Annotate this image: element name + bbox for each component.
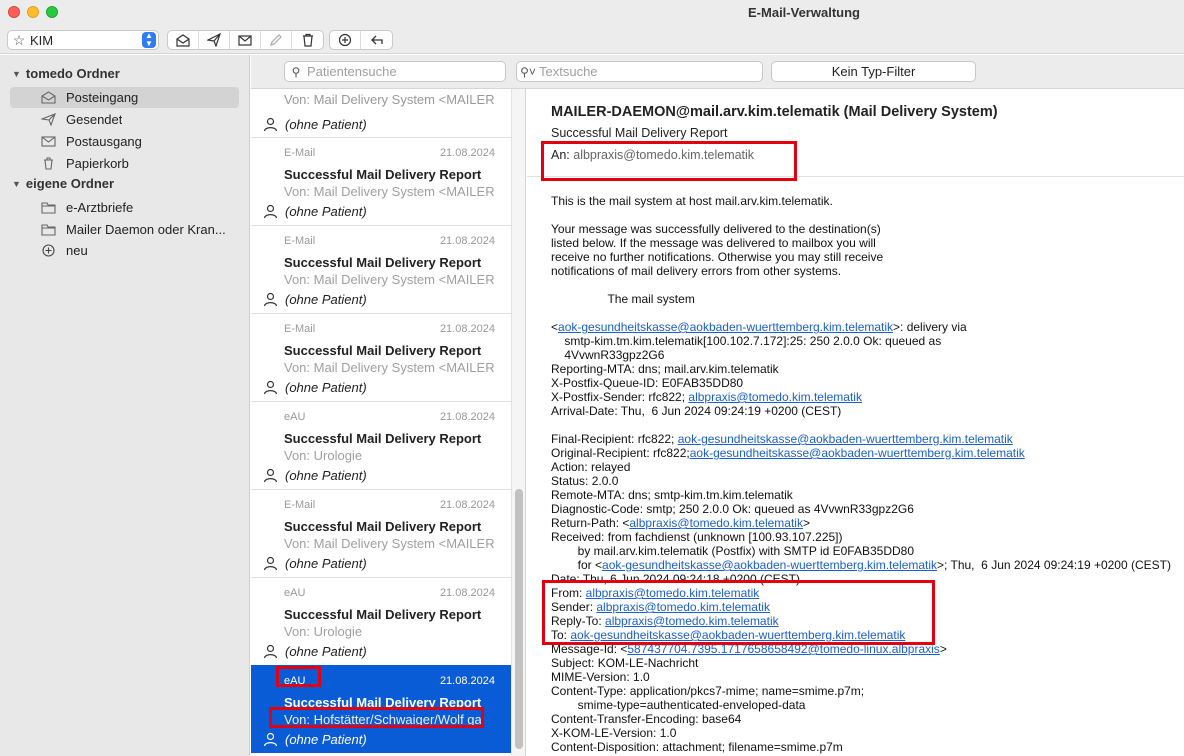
body-text: Your message was successfully delivered to the destination(s)	[551, 222, 881, 236]
inbox-icon	[40, 91, 56, 105]
patient-search-input[interactable]	[307, 64, 505, 79]
add-icon	[338, 33, 352, 47]
email-link[interactable]: aok-gesundheitskasse@aokbaden-wuerttemberg.kim.telematik	[689, 446, 1025, 460]
body-line	[551, 530, 1181, 544]
body-text: X-Postfix-Queue-ID: E0FAB35DD80	[551, 376, 744, 390]
body-line	[551, 712, 1181, 726]
email-link[interactable]: aok-gesundheitskasse@aokbaden-wuerttemberg.kim.telematik	[602, 558, 938, 572]
sidebar-item-label: neu	[66, 243, 88, 258]
body-line	[551, 222, 1181, 236]
recipient-address[interactable]: albpraxis@tomedo.kim.telematik	[573, 148, 755, 162]
mail-from: Von: Mail Delivery System <MAILER	[284, 536, 495, 551]
sidebar-item-label: Postausgang	[66, 134, 142, 149]
sidebar-item-posteingang[interactable]	[10, 87, 239, 108]
patient-label: (ohne Patient)	[285, 117, 367, 132]
delete-button[interactable]	[292, 31, 323, 49]
body-text: >: delivery via	[893, 320, 967, 334]
body-line	[551, 684, 1181, 698]
email-link[interactable]: 587437704.7395.1717658658492@tomedo-linux.albpraxis	[627, 642, 940, 656]
body-text: Received: from fachdienst (unknown [100.93.107.225])	[551, 530, 843, 544]
title-bar	[0, 0, 1184, 26]
body-text: Content-Transfer-Encoding: base64	[551, 712, 742, 726]
account-select[interactable]	[7, 30, 159, 50]
body-line	[551, 698, 1181, 712]
body-line	[551, 362, 1181, 376]
body-line	[551, 348, 1181, 362]
envelope-icon	[238, 33, 252, 47]
mail-subject: Successful Mail Delivery Report	[284, 431, 482, 446]
email-link[interactable]: albpraxis@tomedo.kim.telematik	[688, 390, 862, 404]
mail-category: eAU	[284, 675, 306, 687]
sidebar-item-mailer-daemon[interactable]	[10, 219, 239, 240]
mail-date: 21.08.2024	[439, 323, 495, 335]
person-icon	[263, 468, 278, 483]
body-line	[551, 278, 1181, 292]
body-line	[551, 208, 1181, 222]
body-line	[551, 600, 1181, 614]
body-text: Content-Type: application/pkcs7-mime; name=smime.p7m;	[551, 684, 865, 698]
body-line	[551, 250, 1181, 264]
person-icon	[263, 380, 278, 395]
body-text: Final-Recipient: rfc822;	[551, 432, 678, 446]
scrollbar-thumb[interactable]	[515, 489, 523, 749]
mail-from: Von: Mail Delivery System <MAILER	[284, 272, 495, 287]
patient-link[interactable]	[263, 117, 367, 132]
sidebar-item-postausgang[interactable]	[10, 131, 239, 152]
email-link[interactable]: albpraxis@tomedo.kim.telematik	[629, 516, 803, 530]
patient-label: (ohne Patient)	[285, 292, 367, 307]
body-line	[551, 390, 1181, 404]
patient-label: (ohne Patient)	[285, 556, 367, 571]
patient-label: (ohne Patient)	[285, 644, 367, 659]
body-text: Subject: KOM-LE-Nachricht	[551, 656, 699, 670]
patient-link[interactable]	[263, 468, 367, 483]
mail-category: eAU	[284, 587, 306, 599]
reply-button[interactable]	[361, 31, 392, 49]
folder-icon	[40, 201, 56, 215]
mail-date: 21.08.2024	[439, 675, 495, 687]
sidebar-group-tomedo[interactable]	[12, 66, 120, 81]
sidebar-item-label: e-Arztbriefe	[66, 200, 134, 215]
patient-link[interactable]	[263, 292, 367, 307]
body-line	[551, 628, 1181, 642]
mail-list-item[interactable]	[251, 489, 511, 577]
body-line	[551, 306, 1181, 320]
mail-list	[251, 89, 511, 756]
send-button[interactable]	[199, 31, 230, 49]
mail-actions-group	[167, 30, 324, 50]
body-text: >	[939, 642, 947, 656]
edit-button[interactable]	[261, 31, 292, 49]
header-divider	[527, 176, 1184, 177]
body-line	[551, 642, 1181, 656]
body-text: MIME-Version: 1.0	[551, 670, 650, 684]
body-text: Reporting-MTA: dns; mail.arv.kim.telematik	[551, 362, 779, 376]
body-line	[551, 334, 1181, 348]
star-icon: ☆	[12, 31, 26, 48]
sidebar-group-label: tomedo Ordner	[25, 66, 120, 81]
body-line	[551, 432, 1181, 446]
mail-category: eAU	[284, 411, 306, 423]
body-line	[551, 544, 1181, 558]
body-text: >; Thu, 6 Jun 2024 09:24:19 +0200 (CEST)	[937, 558, 1171, 572]
person-icon	[263, 644, 278, 659]
account-label: KIM	[30, 32, 54, 48]
body-text: smime-type=authenticated-enveloped-data	[551, 698, 806, 712]
mail-body	[551, 194, 1181, 754]
sidebar-item-papierkorb[interactable]	[10, 153, 239, 174]
filter-bar	[251, 55, 1184, 89]
add-circle-icon	[40, 244, 56, 258]
body-line	[551, 292, 1181, 306]
body-text: by mail.arv.kim.telematik (Postfix) with SMTP id E0FAB35DD80	[551, 544, 914, 558]
body-text: Diagnostic-Code: smtp; 250 2.0.0 Ok: queued as 4VvwnR33gpz2G6	[551, 502, 914, 516]
body-text: <	[551, 320, 559, 334]
person-icon	[263, 292, 278, 307]
email-link[interactable]: aok-gesundheitskasse@aokbaden-wuerttemberg.kim.telematik	[677, 432, 1013, 446]
body-text: smtp-kim.tm.kim.telematik[100.102.7.172]:25: 250 2.0.0 Ok: queued as	[551, 334, 942, 348]
email-link[interactable]: albpraxis@tomedo.kim.telematik	[596, 600, 770, 614]
body-text: Arrival-Date: Thu, 6 Jun 2024 09:24:19 +0200 (CEST)	[551, 404, 842, 418]
detail-subject: Successful Mail Delivery Report	[551, 126, 728, 140]
body-text: >	[802, 516, 810, 530]
body-line	[551, 558, 1181, 572]
mail-from: Von: Urologie	[284, 448, 363, 463]
sidebar-item-label: Mailer Daemon oder Kran...	[66, 222, 226, 237]
detail-recipient	[551, 148, 754, 162]
mail-subject: Successful Mail Delivery Report	[284, 343, 482, 358]
folder-icon	[40, 223, 56, 237]
body-text: X-KOM-LE-Version: 1.0	[551, 726, 677, 740]
mail-from: Von: Mail Delivery System <MAILER	[284, 184, 495, 199]
mail-from: Von: Hofstätter/Schwaiger/Wolf ga	[284, 712, 482, 727]
body-line	[551, 474, 1181, 488]
mail-open-button[interactable]	[168, 31, 199, 49]
type-filter-button[interactable]: Kein Typ-Filter	[771, 61, 976, 82]
recipient-label: An:	[551, 148, 570, 162]
email-link[interactable]: albpraxis@tomedo.kim.telematik	[585, 586, 760, 600]
body-text: receive no further notifications. Otherwise you may still receive	[551, 250, 884, 264]
body-line	[551, 586, 1181, 600]
email-link[interactable]: albpraxis@tomedo.kim.telematik	[605, 614, 779, 628]
patient-label: (ohne Patient)	[285, 380, 367, 395]
mail-category: E-Mail	[284, 235, 316, 247]
mail-date: 21.08.2024	[439, 147, 495, 159]
mail-subject: Successful Mail Delivery Report	[284, 695, 482, 710]
sidebar-group-label: eigene Ordner	[25, 176, 115, 191]
trash-icon	[301, 33, 315, 47]
person-icon	[263, 117, 278, 132]
mail-date: 21.08.2024	[439, 411, 495, 423]
mail-date: 21.08.2024	[439, 499, 495, 511]
body-line	[551, 614, 1181, 628]
body-text: for <	[551, 558, 603, 572]
trash-icon	[40, 157, 56, 171]
body-line	[551, 670, 1181, 684]
sidebar	[0, 55, 250, 756]
sidebar-item-neu[interactable]	[10, 240, 239, 261]
body-line	[551, 376, 1181, 390]
body-line	[551, 404, 1181, 418]
body-line	[551, 740, 1181, 754]
patient-link[interactable]	[263, 644, 367, 659]
patient-link[interactable]	[263, 380, 367, 395]
email-link[interactable]: aok-gesundheitskasse@aokbaden-wuerttemberg.kim.telematik	[570, 628, 906, 642]
mail-list-scrollbar[interactable]	[511, 89, 526, 756]
chevron-down-icon: ▼	[12, 68, 21, 79]
mail-subject: Successful Mail Delivery Report	[284, 519, 482, 534]
body-line	[551, 194, 1181, 208]
mail-from: Von: Urologie	[284, 624, 363, 639]
mail-detail	[527, 89, 1184, 756]
body-text: Original-Recipient: rfc822;	[551, 446, 690, 460]
patient-label: (ohne Patient)	[285, 468, 367, 483]
body-text: Sender:	[551, 600, 597, 614]
body-line	[551, 516, 1181, 530]
mail-list-item[interactable]	[251, 225, 511, 313]
add-button[interactable]	[330, 31, 361, 49]
sent-icon	[40, 113, 56, 127]
mail-category: E-Mail	[284, 147, 316, 159]
detail-sender: MAILER-DAEMON@mail.arv.kim.telematik (Mail Delivery System)	[551, 104, 998, 120]
body-text: This is the mail system at host mail.arv.kim.telematik.	[551, 194, 833, 208]
text-search[interactable]	[516, 61, 763, 82]
mail-subject: Successful Mail Delivery Report	[284, 167, 482, 182]
patient-label: (ohne Patient)	[285, 204, 367, 219]
body-text: Date: Thu, 6 Jun 2024 09:24:18 +0200 (CEST)	[551, 572, 800, 586]
toolbar	[0, 26, 1184, 54]
sidebar-item-label: Gesendet	[66, 112, 123, 127]
body-line	[551, 572, 1181, 586]
mail-from: Von: Mail Delivery System <MAILER	[284, 360, 495, 375]
mail-list-item[interactable]	[251, 401, 511, 489]
send-icon	[207, 33, 221, 47]
mail-list-item[interactable]	[251, 313, 511, 401]
mail-list-item[interactable]	[251, 577, 511, 665]
body-line	[551, 488, 1181, 502]
person-icon	[263, 556, 278, 571]
body-text: notifications of mail delivery errors from other systems.	[551, 264, 842, 278]
compose-button[interactable]	[230, 31, 261, 49]
sidebar-item-e-arztbriefe[interactable]	[10, 197, 239, 218]
edit-icon	[269, 33, 283, 47]
body-line	[551, 264, 1181, 278]
body-line	[551, 418, 1181, 432]
sidebar-item-label: Papierkorb	[66, 156, 129, 171]
search-icon: ⚲	[291, 64, 301, 79]
body-line	[551, 656, 1181, 670]
body-text: The mail system	[551, 292, 695, 306]
body-text: To:	[551, 628, 571, 642]
outbox-icon	[40, 135, 56, 149]
mail-list-item[interactable]	[251, 137, 511, 225]
patient-search[interactable]	[284, 61, 506, 82]
mail-from: Von: Mail Delivery System <MAILER	[284, 92, 495, 107]
body-text: Reply-To:	[551, 614, 606, 628]
edit-actions-group	[329, 30, 393, 50]
body-text: listed below. If the message was delivered to mailbox you will	[551, 236, 876, 250]
mail-open-icon	[176, 33, 190, 47]
person-icon	[263, 732, 278, 747]
body-line	[551, 502, 1181, 516]
mail-category: E-Mail	[284, 323, 316, 335]
body-text: From:	[551, 586, 586, 600]
patient-link[interactable]	[263, 732, 367, 747]
sidebar-group-eigene[interactable]	[12, 176, 114, 191]
body-text: Status: 2.0.0	[551, 474, 619, 488]
body-line	[551, 236, 1181, 250]
sidebar-item-label: Posteingang	[66, 90, 139, 105]
body-text: Return-Path: <	[551, 516, 630, 530]
body-text: Message-Id: <	[551, 642, 628, 656]
text-search-input[interactable]	[539, 64, 762, 79]
body-line	[551, 446, 1181, 460]
body-line	[551, 320, 1181, 334]
search-options-icon: ⚲˅	[520, 64, 536, 79]
email-link[interactable]: aok-gesundheitskasse@aokbaden-wuerttemberg.kim.telematik	[558, 320, 894, 334]
mail-subject: Successful Mail Delivery Report	[284, 255, 482, 270]
body-text: X-Postfix-Sender: rfc822;	[551, 390, 689, 404]
mail-list-item[interactable]	[251, 665, 511, 753]
body-text: Action: relayed	[551, 460, 631, 474]
reply-icon	[370, 33, 384, 47]
mail-subject: Successful Mail Delivery Report	[284, 607, 482, 622]
body-text: Content-Disposition: attachment; filename=smime.p7m	[551, 740, 843, 754]
window-title: E-Mail-Verwaltung	[748, 5, 860, 20]
mail-date: 21.08.2024	[439, 235, 495, 247]
body-line	[551, 726, 1181, 740]
person-icon	[263, 204, 278, 219]
sidebar-item-gesendet[interactable]	[10, 109, 239, 130]
body-text: 4VvwnR33gpz2G6	[551, 348, 665, 362]
body-line	[551, 460, 1181, 474]
mail-date: 21.08.2024	[439, 587, 495, 599]
patient-link[interactable]	[263, 204, 367, 219]
body-text: Remote-MTA: dns; smtp-kim.tm.kim.telematik	[551, 488, 793, 502]
chevron-down-icon: ▼	[12, 178, 21, 189]
mail-category: E-Mail	[284, 499, 316, 511]
patient-link[interactable]	[263, 556, 367, 571]
patient-label: (ohne Patient)	[285, 732, 367, 747]
chevron-updown-icon: ▲ ▼	[142, 32, 156, 48]
